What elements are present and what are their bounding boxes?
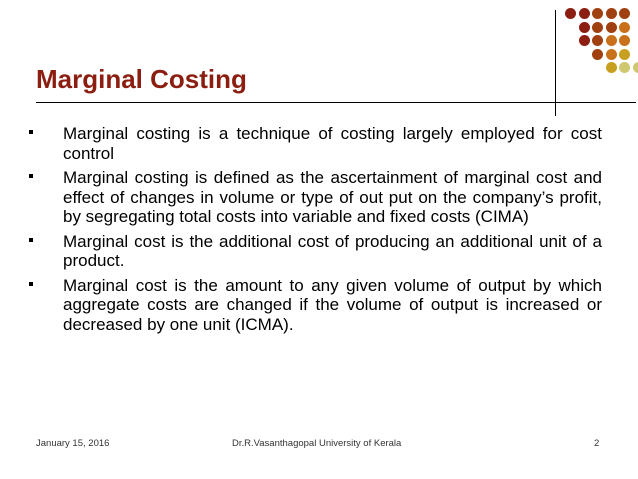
slide-title: Marginal Costing — [36, 64, 247, 94]
bullet-item — [28, 124, 602, 163]
decorative-dot — [592, 35, 603, 46]
decorative-dot — [592, 8, 603, 19]
decorative-dot — [633, 62, 638, 73]
decorative-dot — [619, 62, 630, 73]
bullet-marker-icon — [29, 238, 33, 242]
decorative-dot — [619, 49, 630, 60]
bullet-text: Marginal cost is the additional cost of producing an additional unit of a product. — [63, 231, 602, 270]
bullet-item — [28, 168, 602, 227]
bullet-marker-icon — [29, 174, 33, 178]
bullet-item — [28, 232, 602, 271]
bullet-list — [28, 124, 602, 339]
decorative-dot — [592, 22, 603, 33]
bullet-text: Marginal costing is a technique of costing largely employed for cost control — [63, 124, 602, 163]
bullet-item — [28, 276, 602, 335]
decorative-dot — [619, 22, 630, 33]
decorative-dot — [619, 8, 630, 19]
bullet-text: Marginal cost is the amount to any given volume of output by which aggregate costs are changed if the volume of output is increased or decreased by one unit (ICMA). — [63, 275, 602, 334]
footer-author: Dr.R.Vasanthagopal University of Kerala — [232, 438, 402, 449]
footer-date: January 15, 2016 — [36, 438, 110, 449]
bullet-text: Marginal costing is defined as the ascertainment of marginal cost and effect of changes in volume or type of out put on the company’s profit, by segregating total costs into variable and fixed costs (CIMA) — [63, 168, 602, 226]
bullet-marker-icon — [29, 282, 33, 286]
decorative-dot — [579, 35, 590, 46]
title-underline — [36, 102, 636, 103]
decorative-dot — [606, 35, 617, 46]
decorative-dot — [619, 35, 630, 46]
decorative-dot-grid — [565, 8, 635, 98]
decorative-dot — [565, 8, 576, 19]
decorative-dot — [606, 62, 617, 73]
footer-page-number: 2 — [594, 438, 600, 449]
decorative-dot — [606, 49, 617, 60]
bullet-marker-icon — [29, 130, 33, 134]
decorative-dot — [579, 22, 590, 33]
decorative-vertical-line — [555, 10, 556, 116]
decorative-dot — [606, 22, 617, 33]
decorative-dot — [606, 8, 617, 19]
decorative-dot — [579, 8, 590, 19]
decorative-dot — [592, 49, 603, 60]
